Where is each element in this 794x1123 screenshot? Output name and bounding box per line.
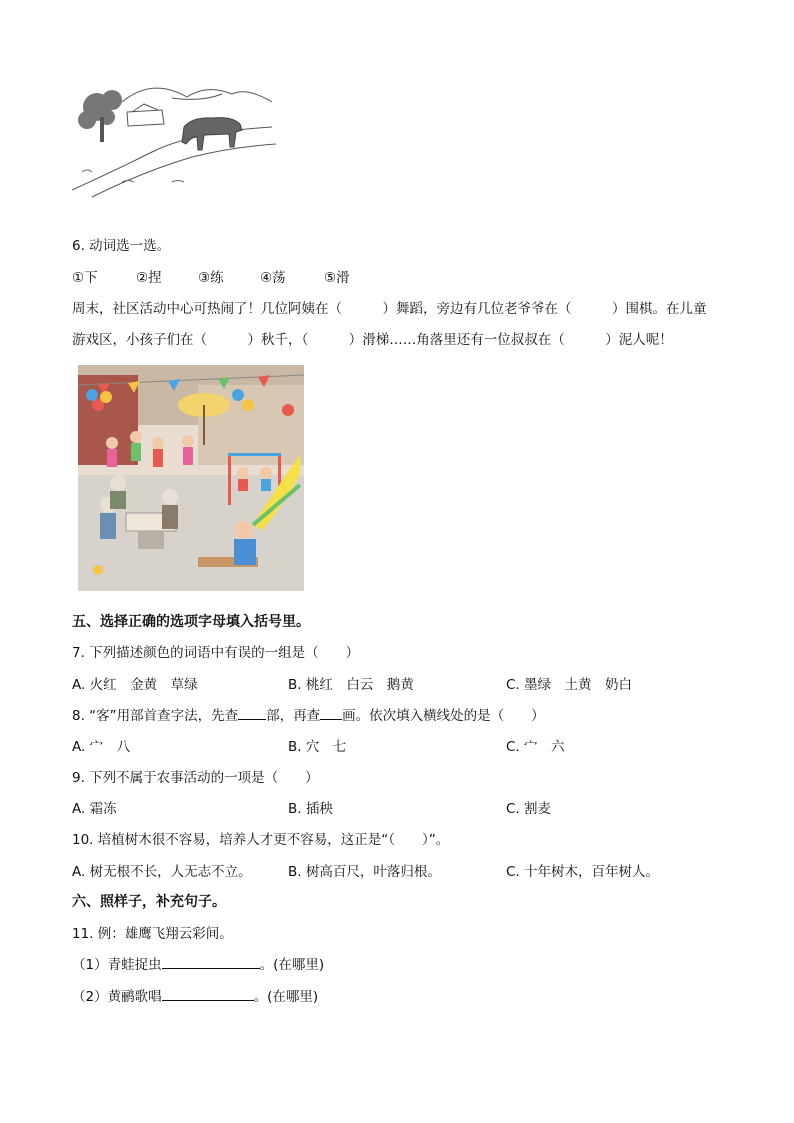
q6-option: ①下: [72, 270, 98, 286]
q10-stem: 10. 培植树木很不容易，培养人才更不容易，这正是“（ ）”。: [72, 832, 450, 848]
q11-item2-hint: 。(在哪里): [253, 989, 319, 1005]
q6-passage-line1: 周末，社区活动中心可热闹了！几位阿姨在（ ）舞蹈，旁边有几位老爷爷在（ ）围棋。在儿童: [72, 301, 707, 317]
q9-stem: 9. 下列不属于农事活动的一项是（ ）: [72, 770, 319, 786]
community-illustration: [78, 365, 304, 591]
sketch-illustration: [72, 72, 276, 198]
q7-stem: 7. 下列描述颜色的词语中有误的一组是（ ）: [72, 645, 360, 661]
q8-stem-part2: 部，再查: [266, 708, 321, 724]
q7-option-b: B. 桃红 白云 鹅黄: [288, 677, 414, 693]
q10-option-c: C. 十年树木，百年树人。: [506, 864, 660, 880]
q7-option-c: C. 墨绿 土黄 奶白: [506, 677, 633, 693]
q11-item1-hint: 。(在哪里): [259, 957, 325, 973]
q10-option-a: A. 树无根不长，人无志不立。: [72, 864, 252, 880]
q8-option-a: A. 宀 八: [72, 739, 131, 755]
q9-option-a: A. 霜冻: [72, 801, 117, 817]
q8-stem-part3: 画。依次填入横线处的是（ ）: [342, 708, 545, 724]
q6-option: ③练: [198, 270, 224, 286]
q9-option-b: B. 插秧: [288, 801, 333, 817]
section6-heading: 六、照样子，补充句子。: [72, 894, 226, 910]
q8-option-c: C. 宀 六: [506, 739, 565, 755]
q9-option-c: C. 割麦: [506, 801, 552, 817]
section5-heading: 五、选择正确的选项字母填入括号里。: [72, 614, 310, 630]
q11-item2-blank[interactable]: [162, 988, 254, 1001]
q11-stem: 11. 例：雄鹰飞翔云彩间。: [72, 926, 233, 942]
q6-option: ⑤滑: [324, 270, 350, 286]
q6-option: ②捏: [136, 270, 162, 286]
q7-option-a: A. 火红 金黄 草绿: [72, 677, 198, 693]
q11-item1-blank[interactable]: [162, 956, 260, 969]
q6-options: [72, 266, 350, 286]
q11-item2-text: （2）黄鹂歌唱: [72, 989, 162, 1005]
q6-passage-line2: 游戏区，小孩子们在（ ）秋千，（ ）滑梯……角落里还有一位叔叔在（ ）泥人呢！: [72, 332, 673, 348]
q8-option-b: B. 穴 七: [288, 739, 347, 755]
q11-item2: [72, 985, 318, 1005]
q11-item1-text: （1）青蛙捉虫: [72, 957, 162, 973]
q11-item1: [72, 953, 324, 973]
q8-stem: [72, 704, 545, 724]
q8-blank: [238, 707, 266, 720]
q10-option-b: B. 树高百尺，叶落归根。: [288, 864, 441, 880]
q8-blank: [320, 707, 342, 720]
q8-stem-part1: 8. “客”用部首查字法，先查: [72, 708, 239, 724]
q6-title: 6. 动词选一选。: [72, 238, 171, 254]
q6-option: ④荡: [260, 270, 286, 286]
